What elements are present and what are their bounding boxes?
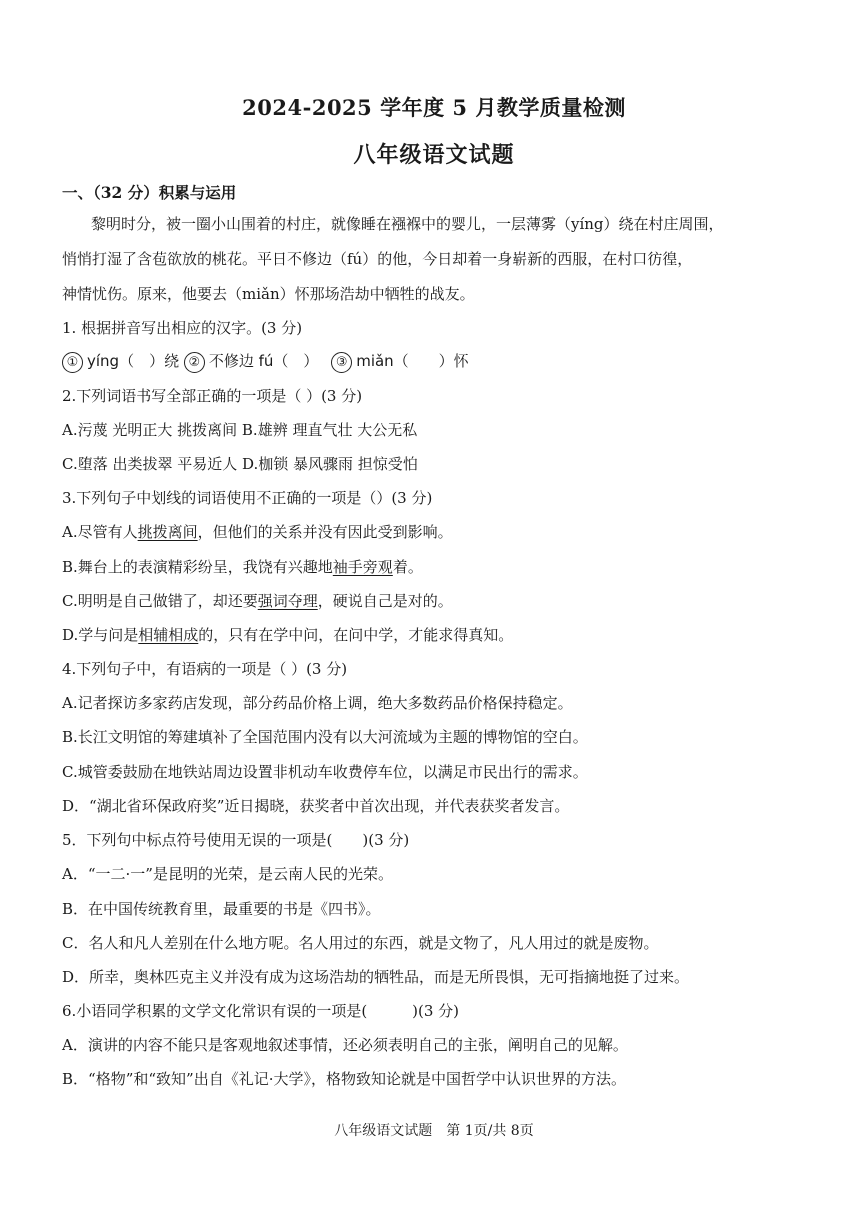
passage-line-1: 黎明时分，被一圈小山围着的村庄，就像睡在襁褓中的婴儿，一层薄雾（yíng）绕在村庄周围，: [91, 215, 724, 233]
passage-line-2: 悄悄打湿了含苞欲放的桃花。平日不修边（fú）的他，今日却着一身崭新的西服，在村口彷徨，: [62, 250, 693, 268]
question-6-option-a: A．演讲的内容不能只是客观地叙述事情，还必须表明自己的主张，阐明自己的见解。: [62, 1036, 628, 1054]
circled-number-1: ①: [62, 352, 83, 373]
option-text: A.尽管有人: [62, 523, 138, 541]
option-text: D.学与问是: [62, 626, 139, 644]
underlined-phrase: 强词夺理: [257, 592, 318, 610]
question-2-options-cd: C.堕落 出类拔翠 平易近人 D.枷锁 暴风骤雨 担惊受怕: [62, 455, 418, 473]
question-3-stem: 3.下列句子中划线的词语使用不正确的一项是（）(3 分): [62, 489, 433, 507]
underlined-phrase: 相辅相成: [138, 626, 199, 644]
circled-number-3: ③: [331, 352, 352, 373]
page-footer: 八年级语文试题 第 1页/共 8页: [334, 1123, 534, 1139]
question-4-option-b: B.长江文明馆的筹建填补了全国范围内没有以大河流域为主题的博物馆的空白。: [62, 728, 588, 746]
question-4-option-d: D．“湖北省环保政府奖”近日揭晓，获奖者中首次出现，并代表获奖者发言。: [62, 797, 570, 815]
question-1-blanks: [62, 351, 822, 373]
circled-number-2: ②: [184, 352, 205, 373]
question-4-stem: 4.下列句子中，有语病的一项是（ ）(3 分): [62, 660, 348, 678]
question-5-option-c: C．名人和凡人差别在什么地方呢。名人用过的东西，就是文物了，凡人用过的就是废物。: [62, 934, 659, 952]
question-3-option-d: [62, 625, 822, 645]
question-5-option-b: B．在中国传统教育里，最重要的书是《四书》。: [62, 900, 381, 918]
question-5-option-d: D．所幸，奥林匹克主义并没有成为这场浩劫的牺牲品，而是无所畏惧，无可指摘地挺了过来。: [62, 968, 690, 986]
question-5-option-a: A．“一二·一”是昆明的光荣，是云南人民的光荣。: [62, 865, 393, 883]
question-3-option-c: [62, 591, 822, 611]
option-text: B.舞台上的表演精彩纷呈，我饶有兴趣地: [62, 558, 333, 576]
question-6-option-b: B．“格物”和“致知”出自《礼记·大学》，格物致知论就是中国哲学中认识世界的方法。: [62, 1070, 626, 1088]
option-text: C.明明是自己做错了，却还要: [62, 592, 258, 610]
blank-1: yíng（ ）绕: [87, 352, 180, 370]
question-2-options-ab: A.污蔑 光明正大 挑拨离间 B.雄辨 理直气壮 大公无私: [62, 421, 418, 439]
underlined-phrase: 挑拨离间: [137, 523, 198, 541]
question-4-option-a: A.记者探访多家药店发现，部分药品价格上调，绝大多数药品价格保持稳定。: [62, 694, 573, 712]
option-text: 着。: [392, 558, 423, 576]
question-4-option-c: C.城管委鼓励在地铁站周边设置非机动车收费停车位，以满足市民出行的需求。: [62, 763, 588, 781]
passage-line-3: 神情忧伤。原来，他要去（miǎn）怀那场浩劫中牺牲的战友。: [62, 285, 475, 303]
question-3-option-b: [62, 557, 822, 577]
exam-title: 2024-2025 学年度 5 月教学质量检测: [242, 95, 626, 120]
blank-3: miǎn（ ）怀: [356, 352, 469, 370]
underlined-phrase: 袖手旁观: [332, 558, 393, 576]
option-text: ，硬说自己是对的。: [317, 592, 453, 610]
option-text: 的，只有在学中问，在问中学，才能求得真知。: [198, 626, 514, 644]
question-6-stem: 6.小语同学积累的文学文化常识有误的一项是( )(3 分): [62, 1002, 460, 1020]
exam-subtitle: 八年级语文试题: [353, 142, 515, 168]
section-heading: 一、（32 分）积累与运用: [62, 183, 237, 202]
blank-2: 不修边 fú（ ）: [208, 352, 319, 370]
question-5-stem: 5．下列句中标点符号使用无误的一项是( )(3 分): [62, 831, 410, 849]
question-1-stem: 1. 根据拼音写出相应的汉字。(3 分): [62, 319, 303, 337]
question-2-stem: 2.下列词语书写全部正确的一项是（ ）(3 分): [62, 387, 363, 405]
question-3-option-a: [62, 522, 822, 542]
option-text: ，但他们的关系并没有因此受到影响。: [197, 523, 453, 541]
